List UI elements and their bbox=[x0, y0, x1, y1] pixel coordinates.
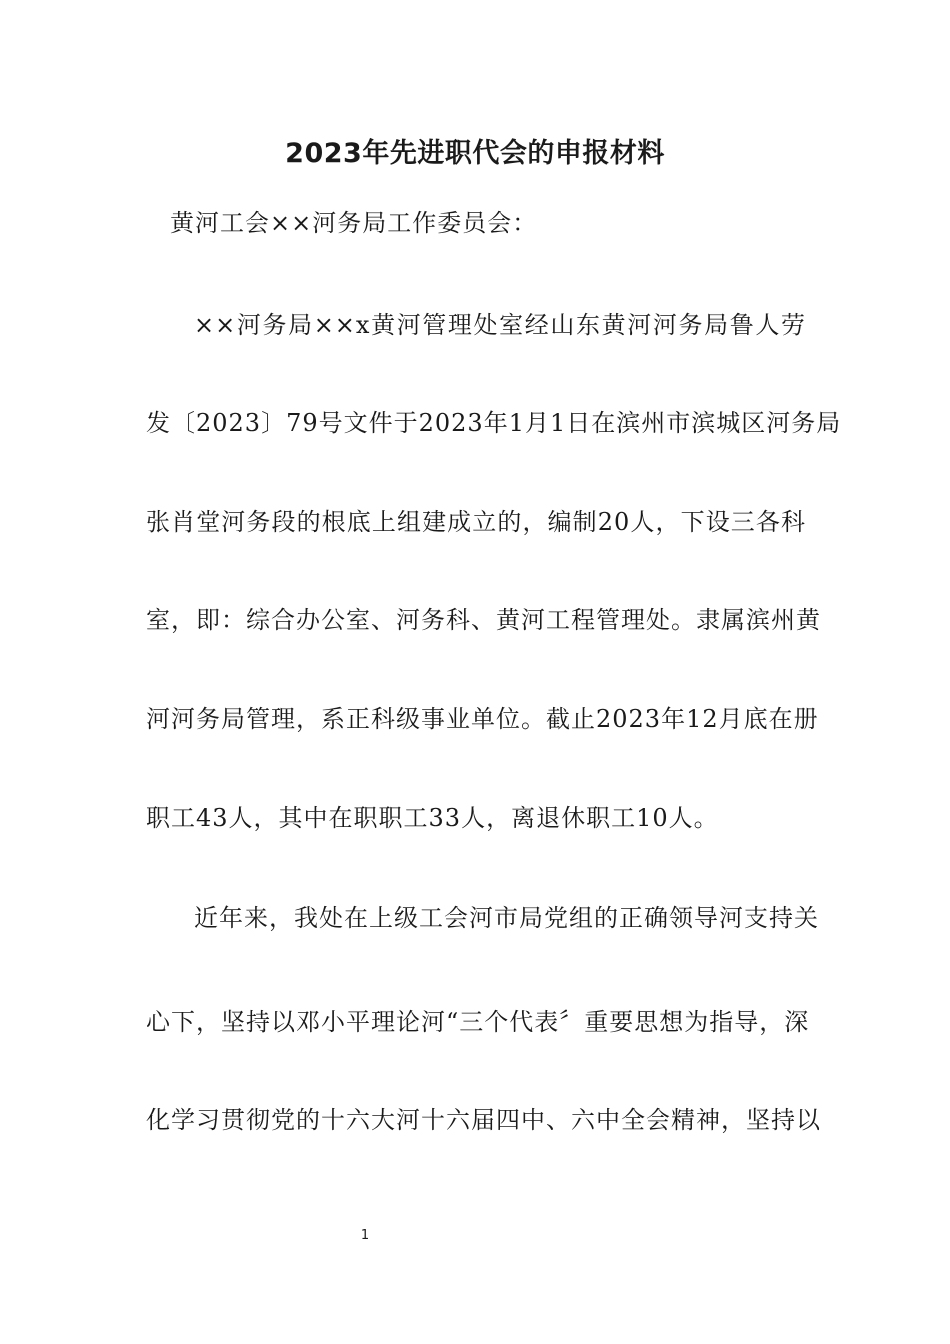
salutation: 黄河工会××河务局工作委员会： bbox=[170, 209, 538, 237]
paragraph-line: 近年来，我处在上级工会河市局党组的正确领导河支持关 bbox=[194, 904, 819, 932]
paragraph-line: 张肖堂河务段的根底上组建成立的，编制20人，下设三各科 bbox=[146, 508, 806, 536]
paragraph-line: 职工43人，其中在职职工33人，离退休职工10人。 bbox=[146, 804, 719, 832]
paragraph-line: ××河务局××x黄河管理处室经山东黄河河务局鲁人劳 bbox=[194, 311, 806, 339]
paragraph-line: 河河务局管理，系正科级事业单位。截止2023年12月底在册 bbox=[146, 705, 819, 733]
paragraph-line: 化学习贯彻党的十六大河十六届四中、六中全会精神，坚持以 bbox=[146, 1106, 821, 1134]
paragraph-line: 室，即：综合办公室、河务科、黄河工程管理处。隶属滨州黄 bbox=[146, 606, 821, 634]
paragraph-line: 心下，坚持以邓小平理论河“三个代表〞重要思想为指导，深 bbox=[146, 1008, 810, 1036]
paragraph-line: 发〔2023〕79号文件于2023年1月1日在滨州市滨城区河务局 bbox=[146, 409, 842, 437]
page-number: 1 bbox=[360, 1228, 370, 1243]
document-title: 2023年先进职代会的申报材料 bbox=[285, 138, 665, 169]
